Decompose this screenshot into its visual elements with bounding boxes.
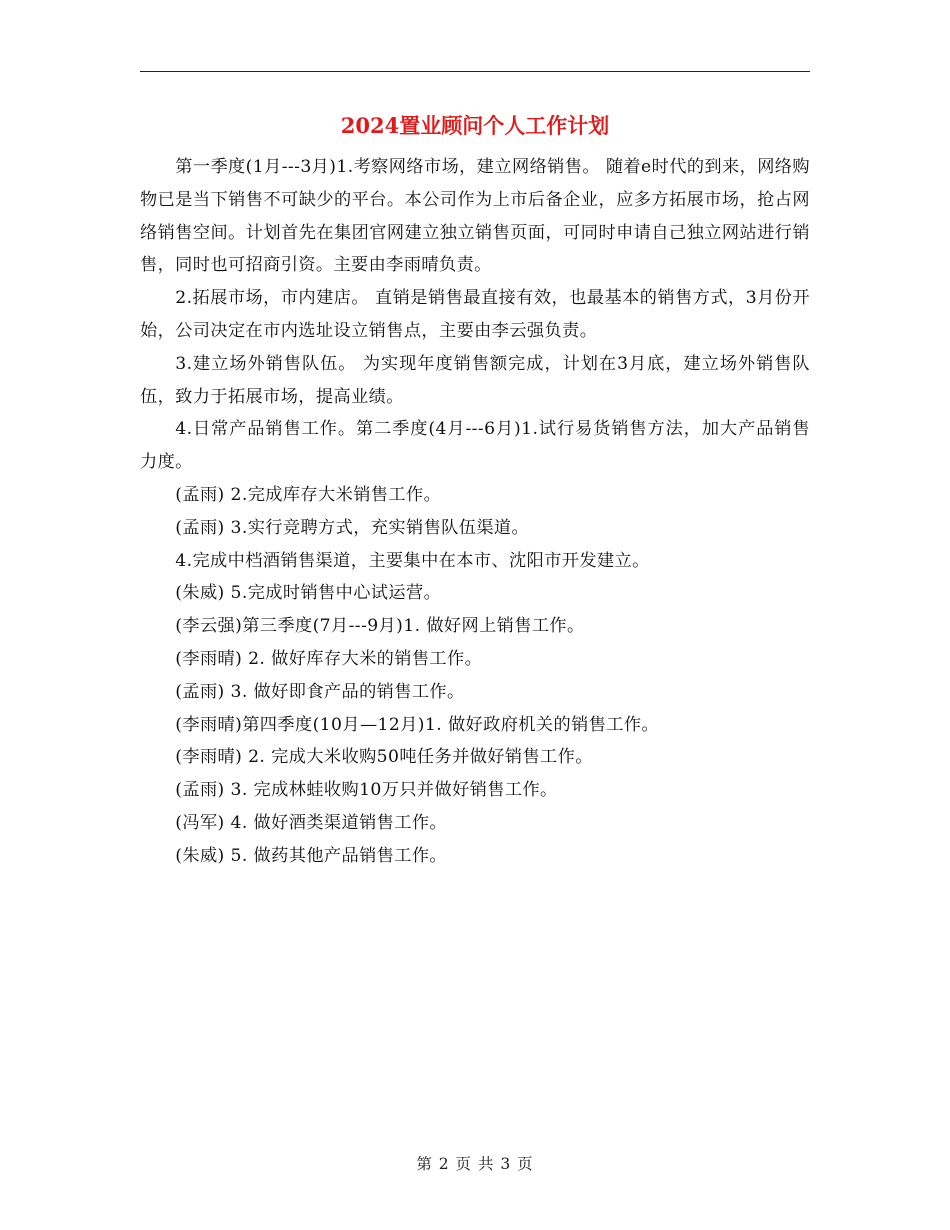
paragraph: (李雨晴) 2. 完成大米收购50吨任务并做好销售工作。 xyxy=(175,747,593,768)
paragraph: (孟雨) 3. 完成林蛙收购10万只并做好销售工作。 xyxy=(175,780,558,801)
paragraph: (朱威) 5. 做药其他产品销售工作。 xyxy=(175,845,448,866)
paragraph: (孟雨) 3.实行竞聘方式，充实销售队伍渠道。 xyxy=(175,517,530,538)
paragraph: 3.建立场外销售队伍。 为实现年度销售额完成，计划在3月底，建立场外销售队伍，致力于拓展市场，提高业绩。 xyxy=(140,353,810,407)
document-title: 2024置业顾问个人工作计划 xyxy=(340,113,610,138)
paragraph: 4.完成中档酒销售渠道，主要集中在本市、沈阳市开发建立。 xyxy=(175,550,650,571)
page-number: 第 2 页 共 3 页 xyxy=(416,1155,534,1173)
paragraph: (孟雨) 3. 做好即食产品的销售工作。 xyxy=(175,681,465,702)
document-body xyxy=(140,151,810,873)
paragraph: (孟雨) 2.完成库存大米销售工作。 xyxy=(175,484,442,505)
paragraph: 4.日常产品销售工作。第二季度(4月---6月)1.试行易货销售方法，加大产品销售力度。 xyxy=(140,419,810,473)
paragraph: (李云强)第三季度(7月---9月)1. 做好网上销售工作。 xyxy=(175,616,585,637)
paragraph: 2.拓展市场，市内建店。 直销是销售最直接有效，也最基本的销售方式，3月份开始，公司决定在市内选址设立销售点，主要由李云强负责。 xyxy=(140,288,810,341)
paragraph: 第一季度(1月---3月)1.考察网络市场，建立网络销售。 随着e时代的到来，网络购物已是当下销售不可缺少的平台。本公司作为上市后备企业，应多方拓展市场，抢占网络销售空间。计划首先在集团官网建立独立销售页面，可同时申请自己独立网站进行销售，同时也可招商引资。主要由李雨晴负责。 xyxy=(140,157,810,276)
paragraph: (李雨晴)第四季度(10月—12月)1. 做好政府机关的销售工作。 xyxy=(175,714,660,735)
header-rule xyxy=(140,71,810,72)
paragraph: (朱威) 5.完成时销售中心试运营。 xyxy=(175,583,442,604)
paragraph: (李雨晴) 2. 做好库存大米的销售工作。 xyxy=(175,648,483,669)
paragraph: (冯军) 4. 做好酒类渠道销售工作。 xyxy=(175,812,448,833)
